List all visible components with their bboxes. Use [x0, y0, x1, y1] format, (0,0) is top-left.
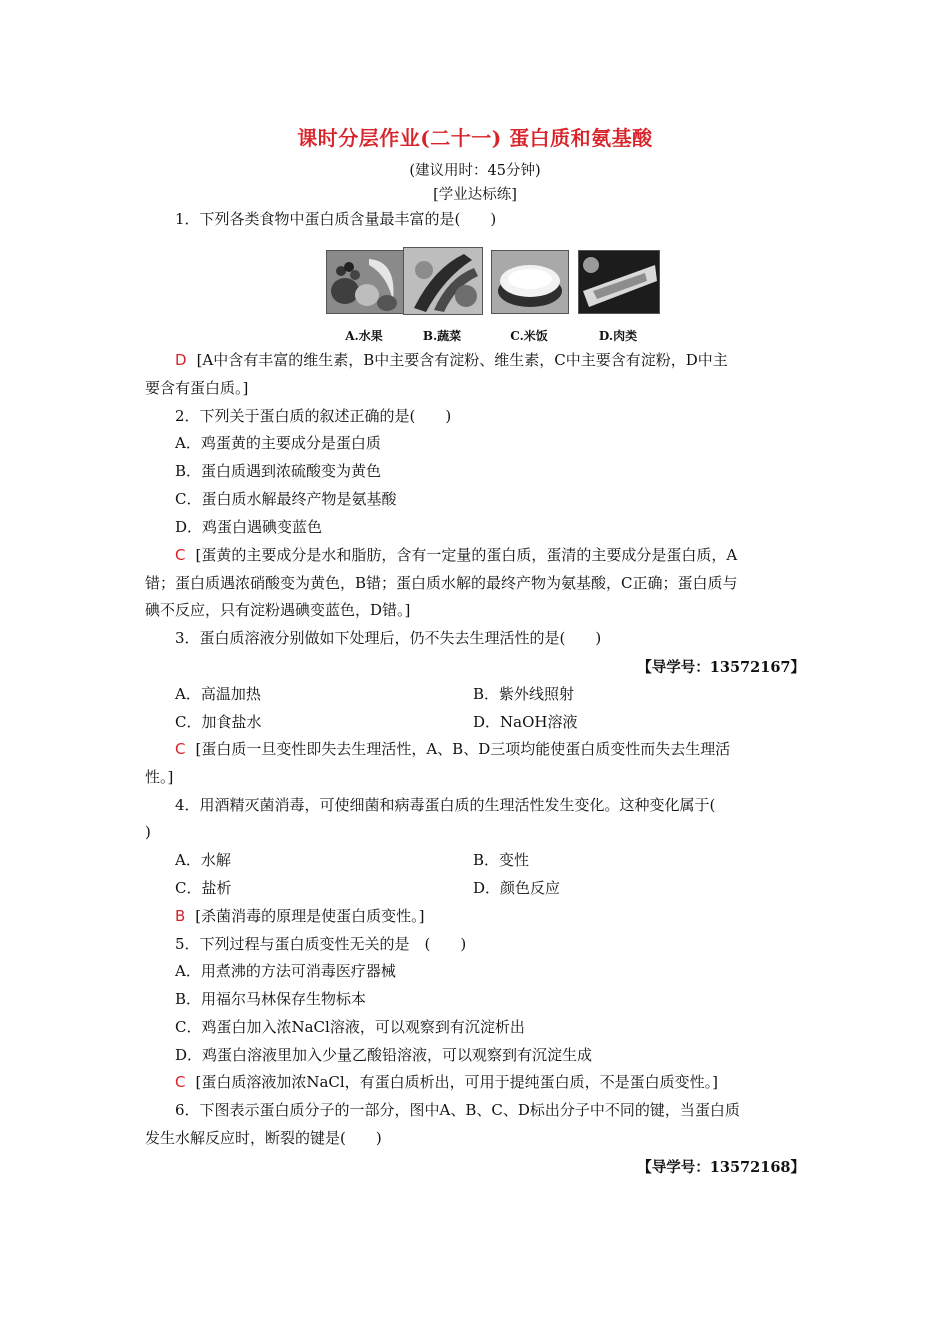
- section-label: [学业达标练]: [433, 187, 517, 203]
- q2-option-b: B．蛋白质遇到浓硫酸变为黄色: [175, 462, 382, 480]
- q4-stem-2: ): [145, 823, 151, 841]
- q4-option-c: C．盐析: [175, 879, 232, 897]
- q4-option-a: A．水解: [175, 851, 231, 869]
- meat-image: [578, 250, 660, 314]
- q2-option-d: D．鸡蛋白遇碘变蓝色: [175, 518, 323, 536]
- q5-option-b: B．用福尔马林保存生物标本: [175, 990, 367, 1008]
- q2-answer-line: [175, 545, 737, 565]
- q4-explain-1: [杀菌消毒的原理是使蛋白质变性。]: [195, 907, 425, 925]
- q4-answer: B: [175, 907, 186, 925]
- q5-stem: 5．下列过程与蛋白质变性无关的是 ( ): [175, 935, 467, 953]
- q2-explain-2: 错；蛋白质遇浓硝酸变为黄色，B错；蛋白质水解的最终产物为氨基酸，C正确；蛋白质与: [145, 574, 738, 592]
- fruit-image: [326, 250, 404, 314]
- q1-explain-2: 要含有蛋白质。]: [145, 379, 249, 397]
- q5-answer-line: [175, 1072, 718, 1092]
- page-title: 课时分层作业(二十一) 蛋白质和氨基酸: [297, 126, 653, 150]
- caption-b: B.蔬菜: [422, 329, 462, 343]
- q3-answer-line: [175, 739, 730, 759]
- q4-option-d: D．颜色反应: [473, 879, 561, 897]
- q3-option-c: C．加食盐水: [175, 713, 262, 731]
- q1-answer: D: [175, 351, 187, 369]
- q6-stem-1: 6．下图表示蛋白质分子的一部分，图中A、B、C、D标出分子中不同的键，当蛋白质: [175, 1101, 740, 1119]
- time-note: (建议用时：45分钟): [409, 163, 541, 179]
- q5-option-d: D．鸡蛋白溶液里加入少量乙酸铅溶液，可以观察到有沉淀生成: [175, 1046, 593, 1064]
- q2-option-c: C．蛋白质水解最终产物是氨基酸: [175, 490, 397, 508]
- q1-explain-1: [A中含有丰富的维生素，B中主要含有淀粉、维生素，C中主要含有淀粉，D中主: [196, 351, 728, 369]
- q2-explain-1: [蛋黄的主要成分是水和脂肪，含有一定量的蛋白质，蛋清的主要成分是蛋白质，A: [195, 546, 738, 564]
- q3-explain-2: 性。]: [145, 768, 174, 786]
- q3-stem: 3．蛋白质溶液分别做如下处理后，仍不失去生理活性的是( ): [175, 629, 602, 647]
- q1-answer-line: [175, 350, 728, 370]
- q2-option-a: A．鸡蛋黄的主要成分是蛋白质: [175, 434, 381, 452]
- q3-option-d: D．NaOH溶液: [473, 713, 578, 731]
- q2-stem: 2．下列关于蛋白质的叙述正确的是( ): [175, 407, 452, 425]
- caption-d: D.肉类: [598, 329, 638, 343]
- q5-option-c: C．鸡蛋白加入浓NaCl溶液，可以观察到有沉淀析出: [175, 1018, 525, 1036]
- caption-a: A.水果: [345, 329, 383, 343]
- q4-answer-line: [175, 906, 425, 926]
- q3-answer: C: [175, 740, 186, 758]
- q1-stem: 1．下列各类食物中蛋白质含量最丰富的是( ): [175, 210, 497, 228]
- q4-option-b: B．变性: [473, 851, 530, 869]
- q3-guide-number: 【导学号：13572167】: [637, 659, 805, 676]
- q3-option-a: A．高温加热: [175, 685, 261, 703]
- q6-stem-2: 发生水解反应时，断裂的键是( ): [145, 1129, 382, 1147]
- q3-explain-1: [蛋白质一旦变性即失去生理活性，A、B、D三项均能使蛋白质变性而失去生理活: [195, 740, 731, 758]
- q5-option-a: A．用煮沸的方法可消毒医疗器械: [175, 962, 396, 980]
- q5-answer: C: [175, 1073, 186, 1091]
- q4-stem-1: 4．用酒精灭菌消毒，可使细菌和病毒蛋白质的生理活性发生变化。这种变化属于(: [175, 796, 716, 814]
- vegetable-image: [403, 247, 483, 315]
- q6-guide-number: 【导学号：13572168】: [637, 1159, 805, 1176]
- q5-explain-1: [蛋白质溶液加浓NaCl，有蛋白质析出，可用于提纯蛋白质，不是蛋白质变性。]: [195, 1073, 719, 1091]
- caption-c: C.米饭: [510, 329, 548, 343]
- q2-explain-3: 碘不反应，只有淀粉遇碘变蓝色，D错。]: [145, 601, 411, 619]
- q3-option-b: B．紫外线照射: [473, 685, 575, 703]
- q2-answer: C: [175, 546, 186, 564]
- rice-image: [491, 250, 569, 314]
